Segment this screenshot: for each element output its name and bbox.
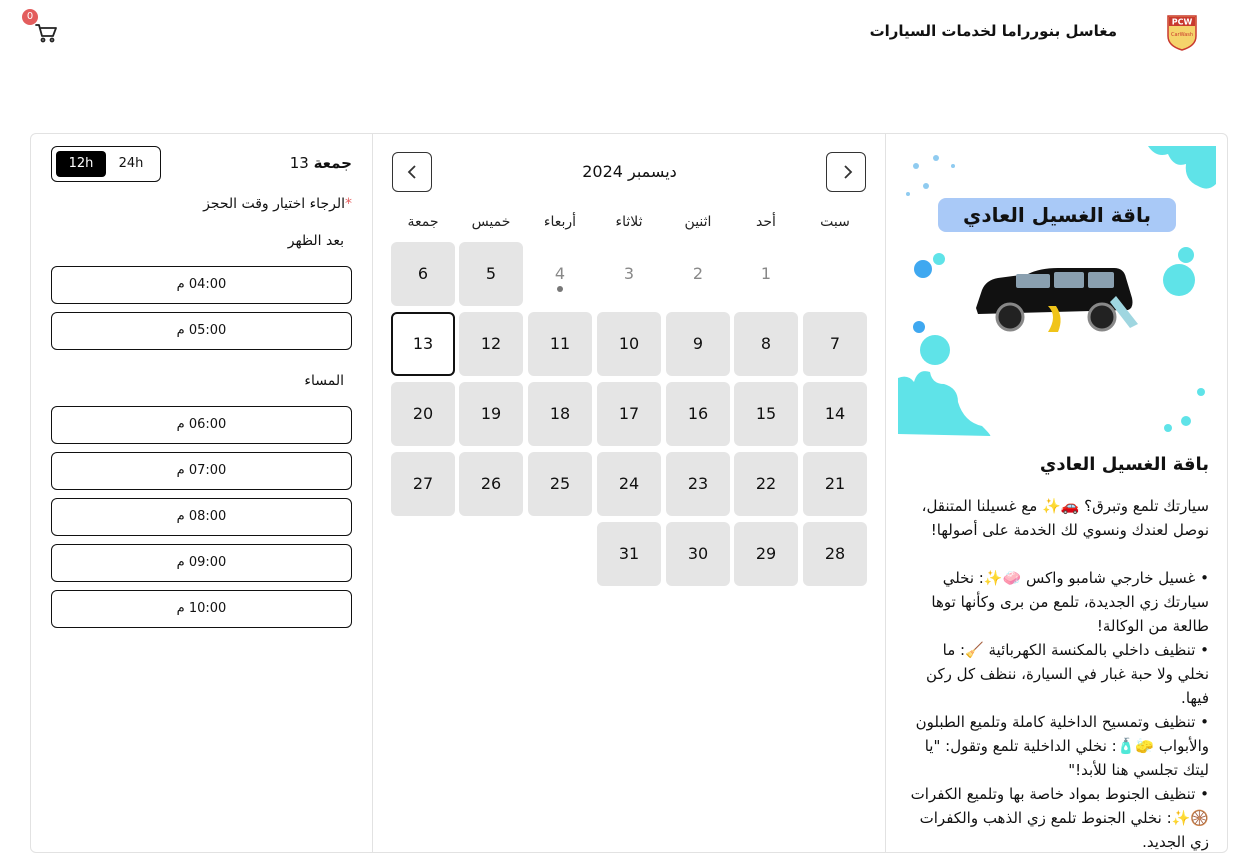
calendar-day[interactable]: 11 [528, 312, 592, 376]
chevron-right-icon [839, 164, 855, 180]
weekday-header: ثلاثاء [615, 214, 643, 230]
calendar-day[interactable]: 18 [528, 382, 592, 446]
selected-day-name: جمعة [313, 154, 352, 172]
calendar-day[interactable]: 6 [391, 242, 455, 306]
afternoon-group-title: بعد الظهر [287, 233, 344, 249]
format-24h-option[interactable]: 24h [118, 156, 144, 171]
brand-name: مغاسل بنورراما لخدمات السيارات [869, 22, 1117, 40]
today-dot-icon [557, 286, 563, 292]
calendar-day[interactable]: 12 [459, 312, 523, 376]
month-label: ديسمبر 2024 [582, 162, 677, 181]
calendar-day[interactable]: 19 [459, 382, 523, 446]
calendar-day[interactable]: 29 [734, 522, 798, 586]
format-12h-option[interactable]: 12h [56, 151, 106, 177]
calendar-day[interactable]: 23 [666, 452, 730, 516]
time-slot[interactable]: 09:00 م [51, 544, 352, 582]
required-mark: * [345, 196, 352, 212]
time-format-toggle[interactable] [51, 146, 161, 182]
service-feature-item: • تنظيف داخلي بالمكنسة الكهربائية 🧹: ما نخلي ولا حبة غبار في السيارة، ننظف كل ركن فيها. [926, 641, 1209, 707]
svg-text:باقة الغسيل العادي: باقة الغسيل العادي [963, 203, 1151, 227]
calendar-day[interactable]: 27 [391, 452, 455, 516]
calendar-day[interactable]: 31 [597, 522, 661, 586]
cart-count-badge: 0 [22, 9, 38, 25]
time-prompt-text: الرجاء اختيار وقت الحجز [203, 196, 345, 212]
calendar-day[interactable]: 7 [803, 312, 867, 376]
service-banner-image [898, 146, 1216, 434]
next-month-button[interactable] [826, 152, 866, 192]
calendar-day-past: 1 [760, 264, 772, 283]
service-description [909, 494, 1209, 854]
time-slot[interactable]: 04:00 م [51, 266, 352, 304]
calendar-day[interactable]: 28 [803, 522, 867, 586]
calendar-day-today [528, 242, 592, 306]
service-info-panel [886, 134, 1229, 852]
site-header [0, 0, 1257, 70]
calendar-day[interactable]: 30 [666, 522, 730, 586]
calendar-day[interactable]: 5 [459, 242, 523, 306]
service-title: باقة الغسيل العادي [1039, 454, 1209, 475]
calendar-day[interactable]: 20 [391, 382, 455, 446]
calendar-day[interactable]: 8 [734, 312, 798, 376]
weekday-header: جمعة [407, 214, 439, 230]
service-feature-item: • غسيل خارجي شامبو واكس 🧼✨: نخلي سيارتك زي الجديدة، تلمع من برى وكأنها توها طالعة من الوكالة! [931, 569, 1209, 635]
cart-icon[interactable] [34, 22, 58, 44]
car-illustration [976, 268, 1138, 332]
booking-card [30, 133, 1228, 853]
time-prompt [203, 196, 352, 212]
time-slot[interactable]: 10:00 م [51, 590, 352, 628]
weekday-header: اثنين [684, 214, 712, 230]
time-slot[interactable]: 08:00 م [51, 498, 352, 536]
weekday-header: أحد [756, 214, 776, 230]
calendar-day-selected[interactable]: 13 [391, 312, 455, 376]
weekday-header: خميس [471, 214, 511, 230]
svg-text:CarWash: CarWash [1170, 32, 1194, 38]
selected-day-number: 13 [289, 154, 309, 172]
calendar-panel [373, 134, 886, 852]
weekday-header: أربعاء [543, 214, 577, 230]
svg-text:PCW: PCW [1171, 17, 1193, 27]
calendar-day[interactable]: 24 [597, 452, 661, 516]
calendar-day[interactable]: 10 [597, 312, 661, 376]
weekday-header: سبت [820, 214, 850, 230]
time-slot[interactable]: 05:00 م [51, 312, 352, 350]
calendar-day[interactable]: 26 [459, 452, 523, 516]
calendar-day[interactable]: 17 [597, 382, 661, 446]
service-feature-item: • تنظيف وتمسيح الداخلية كاملة وتلميع الطبلون والأبواب 🧽🧴: نخلي الداخلية تلمع وتقول: "يا ليتك تجلسي هنا للأبد!" [915, 713, 1209, 779]
service-feature-item: • تنظيف الجنوط بمواد خاصة بها وتلميع الكفرات 🛞✨: نخلي الجنوط تلمع زي الذهب والكفرات زي الجديد. [910, 785, 1209, 851]
calendar-day[interactable]: 9 [666, 312, 730, 376]
time-slot[interactable]: 07:00 م [51, 452, 352, 490]
service-intro: سيارتك تلمع وتبرق؟ 🚗✨ مع غسيلنا المتنقل، نوصل لعندك ونسوي لك الخدمة على أصولها! [921, 497, 1209, 539]
calendar-day[interactable]: 21 [803, 452, 867, 516]
calendar-day-past: 2 [692, 264, 704, 283]
calendar-day-number: 4 [554, 264, 566, 283]
calendar-day[interactable]: 16 [666, 382, 730, 446]
calendar-day-past: 3 [623, 264, 635, 283]
time-slot[interactable]: 06:00 م [51, 406, 352, 444]
calendar-day[interactable]: 25 [528, 452, 592, 516]
time-panel [31, 134, 373, 852]
calendar-day[interactable]: 22 [734, 452, 798, 516]
calendar-day[interactable]: 14 [803, 382, 867, 446]
evening-group-title: المساء [304, 373, 344, 389]
calendar-day[interactable]: 15 [734, 382, 798, 446]
selected-day-heading [290, 154, 352, 172]
brand-logo[interactable] [1160, 12, 1204, 52]
